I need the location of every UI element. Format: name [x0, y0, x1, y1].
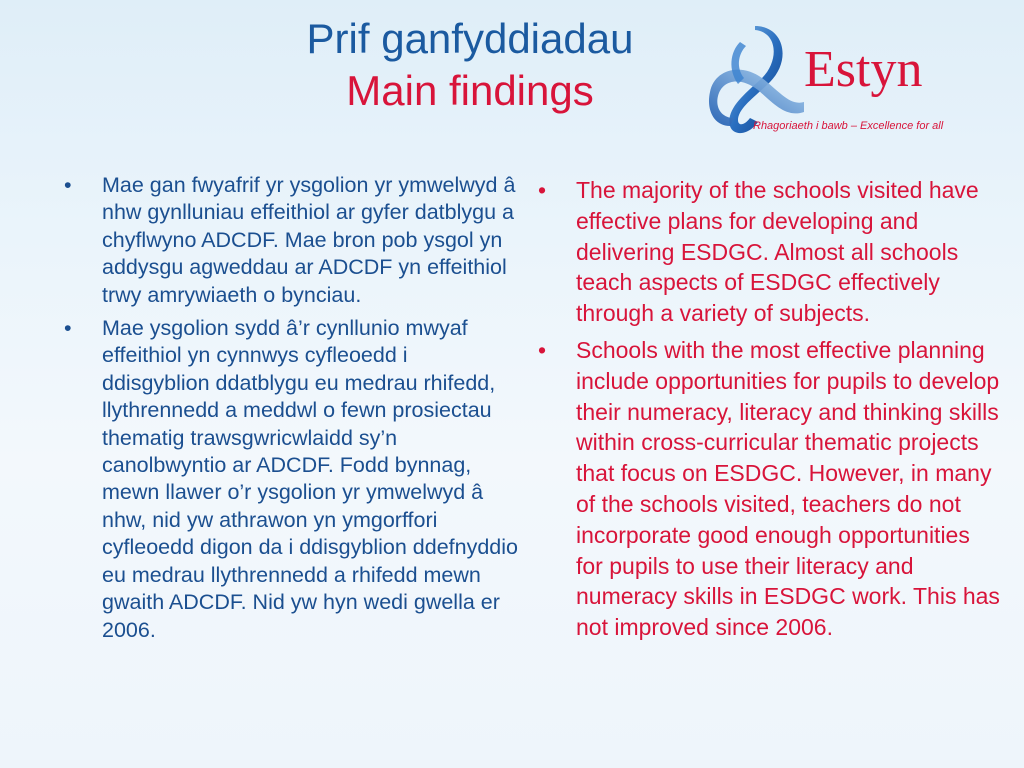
english-findings-list: [532, 175, 1002, 643]
bullet-glyph: •: [64, 316, 72, 341]
bullet-glyph: •: [538, 336, 547, 363]
list-item: [532, 335, 1002, 643]
bullet-glyph: •: [64, 173, 72, 197]
list-item: [532, 175, 1002, 329]
list-item: [58, 172, 520, 309]
welsh-finding-text: Mae gan fwyafrif yr ysgolion yr ymwelwyd â nhw gynlluniau effeithiol ar gyfer datblygu a chyflwyno ADCDF. Mae bron pob ysgol yn addysgu agweddau ar ADCDF yn effeithiol trwy amrywiaeth o bynciau.: [102, 173, 516, 307]
welsh-finding-text: Mae ysgolion sydd â’r cynllunio mwyaf effeithiol yn cynnwys cyfleoedd i ddisgyblion ddatblygu eu medrau rhifedd, llythrennedd a meddwl o fewn prosiectau thematig trawsgwricwlaidd sy’n canolbwyntio ar ADCDF. Fodd bynnag, mewn llawer o’r ysgolion yr ymwelwyd â nhw, nid yw athrawon yn ymgorffori cyfleoedd digon da i ddisgyblion ddefnyddio eu medrau llythrennedd a rhifedd mewn gwaith ADCDF. Nid yw hyn wedi gwella er 2006.: [102, 316, 518, 642]
english-finding-text: Schools with the most effective planning include opportunities for pupils to develop their numeracy, literacy and thinking skills within cross-curricular thematic projects that focus on ESDGC. However, in many of the schools visited, teachers do not incorporate good enough opportunities for pupils to use their literacy and numeracy skills in ESDGC work. This has not improved since 2006.: [576, 336, 1000, 641]
logo-wordmark: Estyn: [804, 41, 923, 98]
logo-tagline: Rhagoriaeth i bawb – Excellence for all: [753, 120, 944, 132]
english-finding-text: The majority of the schools visited have effective plans for developing and delivering ESDGC. Almost all schools teach aspects of ESDGC effectively through a variety of subjects.: [576, 177, 979, 327]
welsh-findings-list: [58, 172, 520, 644]
estyn-logo: [700, 22, 1000, 142]
title-english: Main findings: [346, 67, 594, 114]
english-findings-column: [532, 175, 1002, 649]
list-item: [58, 315, 520, 644]
welsh-findings-column: [58, 172, 520, 650]
title-welsh: Prif ganfyddiadau: [306, 15, 634, 62]
bullet-glyph: •: [538, 177, 547, 203]
slide-title: [210, 14, 730, 118]
